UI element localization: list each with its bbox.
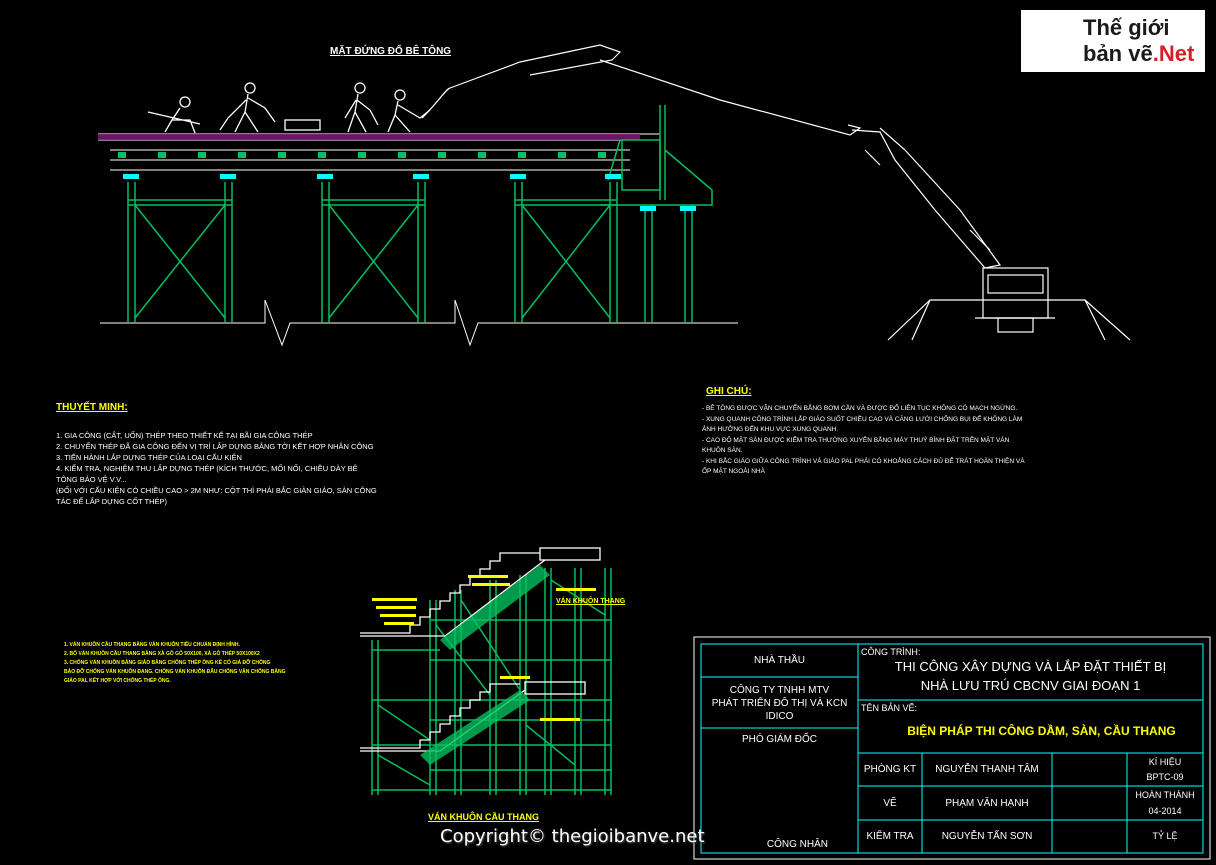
explanation-block xyxy=(56,402,377,507)
tb-drawing-label: TÊN BẢN VẼ: xyxy=(861,703,918,713)
tb-bottom-left: CÔNG NHÂN xyxy=(766,839,828,850)
tb-person: NGUYỄN THANH TÂM xyxy=(935,764,1039,775)
notes-line: - BÊ TÔNG ĐƯỢC VẬN CHUYỂN BẰNG BƠM CẦN VÀ ĐƯỢC ĐỔ LIÊN TỤC KHÔNG CÓ MẠCH NGỪNG. xyxy=(702,405,1018,412)
logo-line2-text: bản vẽ xyxy=(1083,41,1153,66)
notes-line: - KHI BẮC GIÁO GIỮA CÔNG TRÌNH VÀ GIÁO PAL PHẢI CÓ KHOẢNG CÁCH ĐỦ ĐỂ TRÁT HOÀN THIỆN VÀ xyxy=(702,457,1025,465)
elevation-title: MẶT ĐỨNG ĐỔ BÊ TÔNG xyxy=(330,46,452,57)
slab-deck xyxy=(98,134,660,170)
tb-person: PHẠM VĂN HẠNH xyxy=(945,797,1029,809)
notes-line: - XUNG QUANH CÔNG TRÌNH LẮP GIÁO SUỐT CHIỀU CAO VÀ CĂNG LƯỚI CHỐNG BỤI ĐỂ KHÔNG LÀM xyxy=(702,415,1023,423)
notes-block xyxy=(702,386,1025,478)
tb-company-line: CÔNG TY TNHH MTV xyxy=(729,684,830,696)
pump-truck xyxy=(888,268,1130,340)
explanation-line: (ĐỐI VỚI CẤU KIỆN CÓ CHIỀU CAO > 2M NHƯ: CỘT THÌ PHẢI BẮC GIÀN GIÁO, SÀN CÔNG xyxy=(56,486,377,495)
tb-symbol-value: BPTC-09 xyxy=(1146,771,1184,782)
tb-project-name-1: THI CÔNG XÂY DỰNG VÀ LẮP ĐẶT THIẾT BỊ xyxy=(894,658,1167,674)
tb-role: PHÒNG KT xyxy=(863,764,917,775)
notes-line: - CAO ĐỘ MẶT SÀN ĐƯỢC KIỂM TRA THƯỜNG XUYÊN BẰNG MÁY THUỶ BÌNH ĐẶT TRÊN MẶT VÁN xyxy=(702,436,1010,444)
tb-company-line: IDICO xyxy=(765,710,794,722)
stair-note-line: GIÁO PAL KẾT HỢP VỚI CHỐNG THÉP ỐNG. xyxy=(64,678,171,684)
tb-contractor-label: NHÀ THẦU xyxy=(754,655,805,666)
explanation-line: 1. GIA CÔNG (CẮT, UỐN) THÉP THEO THIẾT KẾ TẠI BÃI GIA CÔNG THÉP xyxy=(56,431,313,440)
logo-line2 xyxy=(1083,42,1194,66)
tb-role: KIỂM TRA xyxy=(866,831,914,842)
copyright-watermark: Copyright© thegioibanve.net xyxy=(440,826,705,847)
scaffold-frames xyxy=(128,182,692,322)
notes-line: ỐP MẶT NGOÀI NHÀ xyxy=(702,468,765,475)
tb-completion-value: 04-2014 xyxy=(1148,805,1182,816)
logo-line1: Thế giới xyxy=(1083,15,1170,40)
label-van-khuon-thang: VÁN KHUÔN THANG xyxy=(556,598,626,605)
notes-title: GHI CHÚ: xyxy=(706,386,752,397)
tb-company xyxy=(701,680,858,726)
explanation-line: TÁC ĐỂ LẮP DỰNG CỐT THÉP) xyxy=(56,497,168,506)
tb-project-label: CÔNG TRÌNH: xyxy=(861,647,921,657)
stair-note-line: 2. BỐ VÁN KHUÔN CẦU THANG BẰNG XÀ GỒ GỖ 50X100, XÀ GỖ THÉP 50X100X2 xyxy=(64,651,260,657)
tb-scale-label: TỶ LỆ xyxy=(1152,831,1178,841)
tb-person: NGUYỄN TẤN SƠN xyxy=(941,831,1033,842)
explanation-line: 2. CHUYỂN THÉP ĐÃ GIA CÔNG ĐẾN VỊ TRÍ LẮP DỰNG BẰNG TỜI KẾT HỢP NHÂN CÔNG xyxy=(56,442,374,451)
tb-deputy-director: PHÓ GIÁM ĐỐC xyxy=(741,733,817,745)
tb-project-name-2: NHÀ LƯU TRÚ CBCNV GIAI ĐOẠN 1 xyxy=(920,677,1141,693)
pump-hose xyxy=(422,88,450,118)
tb-completion-label: HOÀN THÀNH xyxy=(1135,789,1195,800)
notes-line: ẢNH HƯỞNG ĐẾN KHU VỰC XUNG QUANH. xyxy=(702,426,839,433)
explanation-line: TÔNG BẢO VỆ V.V... xyxy=(56,475,127,484)
workers xyxy=(148,83,430,133)
site-logo xyxy=(1021,10,1205,72)
explanation-line: 3. TIẾN HÀNH LẮP DỰNG THÉP CỦA LOẠI CẤU KIỆN xyxy=(56,453,242,462)
tb-role: VẼ xyxy=(883,797,897,809)
tb-symbol-label: KÍ HIỆU xyxy=(1148,756,1182,767)
stair-note-line: 1. VÁN KHUÔN CẦU THANG BẰNG VÁN KHUÔN TIÊU CHUẨN ĐỊNH HÌNH. xyxy=(64,642,240,648)
tb-company-line: PHÁT TRIỂN ĐÔ THỊ VÀ KCN xyxy=(711,697,848,709)
concrete-pump-boom xyxy=(450,45,1000,268)
stair-note-line: 3. CHỐNG VÁN KHUÔN BẰNG GIÁO BẰNG CHỐNG THÉP ỐNG KẾ CÓ GIÁ ĐỠ CHỐNG xyxy=(64,660,271,666)
notes-line: KHUÔN SÀN. xyxy=(702,447,743,454)
stair-rebar-fill xyxy=(420,565,550,765)
explanation-title: THUYẾT MINH: xyxy=(56,402,128,413)
stair-notes-block xyxy=(64,641,286,686)
explanation-line: 4. KIỂM TRA, NGHIỆM THU LẮP DỰNG THÉP (KÍCH THƯỚC, MỐI NỐI, CHIỀU DÀY BÊ xyxy=(56,464,358,473)
tb-drawing-name: BIỆN PHÁP THI CÔNG DẦM, SÀN, CẦU THANG xyxy=(907,724,1176,738)
label-van-khuon-cau-thang: VÁN KHUÔN CẦU THANG xyxy=(428,812,539,822)
logo-line2-suffix: .Net xyxy=(1152,41,1195,66)
stair-note-line: BẢO ĐỠ CHỐNG VÁN KHUÔN ĐANG. CHỐNG VÁN KHUÔN ĐÃU CHỐNG VẬN CHỐNG BẰNG xyxy=(64,669,286,675)
slab-joists xyxy=(118,152,606,158)
ground-break-line xyxy=(100,300,738,345)
